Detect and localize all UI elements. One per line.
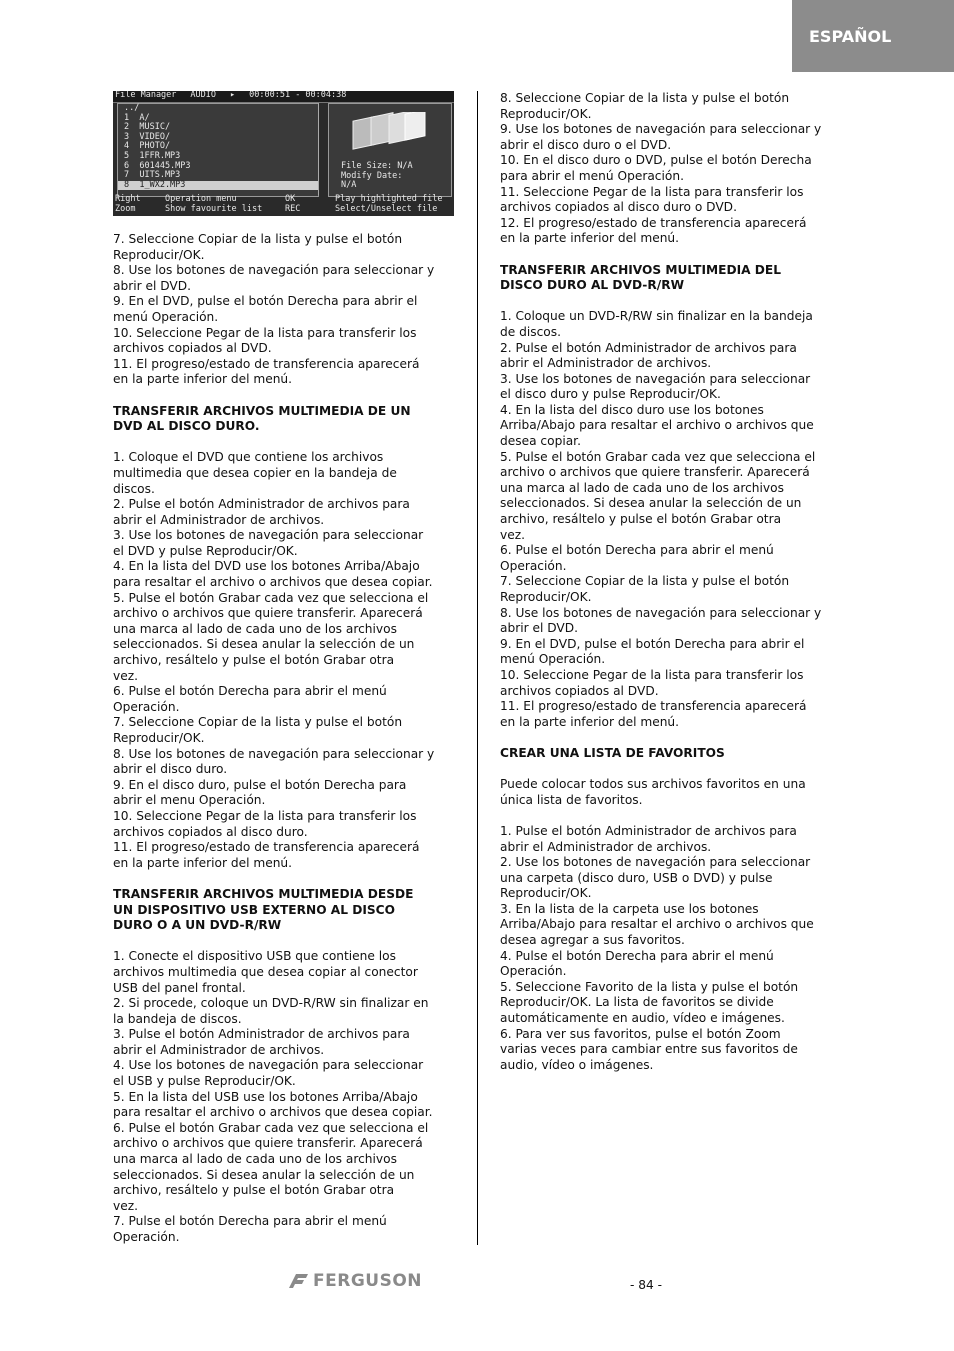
list-item: 2 MUSIC/ (124, 122, 171, 133)
help-desc: Show favourite list (165, 204, 263, 214)
list-item: ../ (124, 103, 140, 113)
modify-date: Modify Date: (341, 170, 403, 181)
page-number: - 84 - (630, 1278, 663, 1292)
left-column (113, 91, 458, 1246)
paragraph: 1. Conecte el dispositivo USB que contiene los archivos multimedia que desea copiar al conector USB del panel frontal. 2. Si procede, coloque un DVD-R/RW sin finalizar en la bandeja de discos. 3. Pulse el botón Administrador de archivos para abrir el Administrador de archivos. 4. Use los botones de navegación para seleccionar el USB y pulse Reproducir/OK. 5. En la lista del USB use los botones Arriba/Abajo para resaltar el archivo o archivos que desea copiar. 6. Pulse el botón Grabar cada vez que selecciona el archivo o archivos que quiere transferir. Aparecerá una marca al lado de cada uno de los archivos seleccionados. Si desea anular la selección de un archivo, resáltelo y pulse el botón Grabar otra vez. 7. Pulse el botón Derecha para abrir el menú Operación. (113, 949, 433, 1244)
spacer (500, 247, 845, 263)
paragraph: 1. Pulse el botón Administrador de archivos para abrir el Administrador de archivos. 2. Use los botones de navegación para seleccionar una carpeta (disco duro, USB o DVD) y pulse Reproducir/OK. 3. En la lista de la carpeta use los botones Arriba/Abajo para resaltar el archivo o archivos que desea agregar a sus favoritos. 4. Pulse el botón Derecha para abrir el menú Operación. 5. Seleccione Favorito de la lista y pulse el botón Reproducir/OK. La lista de favoritos se divide automáticamente en audio, vídeo e imágenes. 6. Para ver sus favoritos, pulse el botón Zoom varias veces para cambiar entre sus favoritos de audio, vídeo o imágenes. (500, 823, 814, 1072)
help-key: REC (285, 204, 301, 214)
help-desc: Operation menu (165, 194, 237, 204)
help-key: OK (285, 194, 296, 204)
right-column (500, 91, 845, 1073)
spacer (500, 294, 845, 310)
help-key: Zoom (115, 204, 136, 214)
section-heading: CREAR UNA LISTA DE FAVORITOS (500, 745, 725, 760)
section-heading: TRANSFERIR ARCHIVOS MULTIMEDIA DESDE UN DISPOSITIVO USB EXTERNO AL DISCO DURO O A UN DVD-R/RW (113, 886, 414, 933)
language-tab (792, 0, 954, 72)
list-item: 4 PHOTO/ (124, 141, 171, 152)
spacer (500, 808, 845, 824)
ferguson-logo (287, 1270, 437, 1292)
modify-date-value: N/A (341, 180, 357, 191)
osd-file-list (117, 103, 319, 197)
osd-title-bar (113, 91, 454, 103)
ferguson-logo-icon (287, 1272, 309, 1290)
column-divider (477, 91, 478, 1245)
paragraph: 1. Coloque el DVD que contiene los archivos multimedia que desea copier en la bandeja de discos. 2. Pulse el botón Administrador de archivos para abrir el Administrador de archivos. 3. Use los botones de navegación para seleccionar el DVD y pulse Reproducir/OK. 4. En la lista del DVD use los botones Arriba/Abajo para resaltar el archivo o archivos que desea copiar. 5. Pulse el botón Grabar cada vez que selecciona el archivo o archivos que quiere transferir. Aparecerá una marca al lado de cada uno de los archivos seleccionados. Si desea anular la selección de un archivo, resáltelo y pulse el botón Grabar otra vez. 6. Pulse el botón Derecha para abrir el menú Operación. 7. Seleccione Copiar de la lista y pulse el botón Reproducir/OK. 8. Use los botones de navegación para seleccionar y abrir el disco duro. 9. En el disco duro, pulse el botón Derecha para abrir el menu Operación. 10. Seleccione Pegar de la lista para transferir los archivos copiados al disco duro. 11. El progreso/estado de transferencia aparecerá en la parte inferior del menú. (113, 450, 435, 870)
osd-help-bar (115, 195, 452, 215)
paragraph: 7. Seleccione Copiar de la lista y pulse el botón Reproducir/OK. 8. Use los botones de navegación para seleccionar y abrir el DVD. 9. En el DVD, pulse el botón Derecha para abrir el menú Operación. 10. Seleccione Pegar de la lista para transferir los archivos copiados al DVD. 11. El progreso/estado de transferencia aparecerá en la parte inferior del menú. (113, 232, 435, 387)
list-item: 7 UITS.MP3 (124, 170, 181, 181)
spacer (113, 934, 458, 950)
list-item-highlighted: 8 1_WX2.MP3 (118, 181, 318, 191)
osd-file-info (341, 162, 413, 191)
file-size: File Size: N/A (341, 161, 413, 171)
logo-text: FERGUSON (313, 1271, 422, 1291)
list-item: 6 601445.MP3 (124, 160, 191, 171)
list-item: 3 VIDEO/ (124, 131, 171, 142)
paragraph: Puede colocar todos sus archivos favoritos en una única lista de favoritos. (500, 777, 806, 807)
spacer (500, 762, 845, 778)
right-text-flow (500, 91, 845, 1073)
spacer (113, 388, 458, 404)
spacer (500, 730, 845, 746)
help-desc: Select/Unselect file (335, 204, 438, 214)
paragraph: 8. Seleccione Copiar de la lista y pulse el botón Reproducir/OK. 9. Use los botones de navegación para seleccionar y abrir el disco duro o el DVD. 10. En el disco duro o DVD, pulse el botón Derecha para abrir el menú Operación. 11. Seleccione Pegar de la lista para transferir los archivos copiados al disco duro o DVD. 12. El progreso/estado de transferencia aparecerá en la parte inferior del menú. (500, 91, 822, 246)
file-manager-screenshot (113, 91, 454, 216)
folder-stack-icon (349, 112, 429, 152)
language-tab-label: ESPAÑOL (809, 26, 892, 46)
help-key: Right (115, 194, 141, 204)
section-heading: TRANSFERIR ARCHIVOS MULTIMEDIA DE UN DVD AL DISCO DURO. (113, 403, 411, 434)
osd-info-panel (328, 103, 452, 197)
osd-time: 00:00:51 - 00:04:38 (249, 91, 347, 100)
section-heading: TRANSFERIR ARCHIVOS MULTIMEDIA DEL DISCO DURO AL DVD-R/RW (500, 262, 782, 293)
spacer (113, 435, 458, 451)
spacer (113, 871, 458, 887)
osd-mode: AUDIO (190, 91, 217, 100)
list-item: 1 A/ (124, 112, 150, 123)
osd-title: File Manager (115, 91, 177, 100)
list-item: 5 1FFR.MP3 (124, 150, 181, 161)
left-text-flow (113, 232, 458, 1246)
play-triangle-icon: ▸ (230, 91, 236, 100)
paragraph: 1. Coloque un DVD-R/RW sin finalizar en la bandeja de discos. 2. Pulse el botón Administrador de archivos para abrir el Administrador de archivos. 3. Use los botones de navegación para seleccionar el disco duro y pulse Reproducir/OK. 4. En la lista del disco duro use los botones Arriba/Abajo para resaltar el archivo o archivos que desea copiar. 5. Pulse el botón Grabar cada vez que selecciona el archivo o archivos que quiere transferir. Aparecerá una marca al lado de cada uno de los archivos seleccionados. Si desea anular la selección de un archivo, resáltelo y pulse el botón Grabar otra vez. 6. Pulse el botón Derecha para abrir el menú Operación. 7. Seleccione Copiar de la lista y pulse el botón Reproducir/OK. 8. Use los botones de navegación para seleccionar y abrir el DVD. 9. En el DVD, pulse el botón Derecha para abrir el menú Operación. 10. Seleccione Pegar de la lista para transferir los archivos copiados al DVD. 11. El progreso/estado de transferencia aparecerá en la parte inferior del menú. (500, 309, 822, 729)
help-desc: Play highlighted file (335, 194, 443, 204)
osd-scrollbar (318, 103, 326, 195)
